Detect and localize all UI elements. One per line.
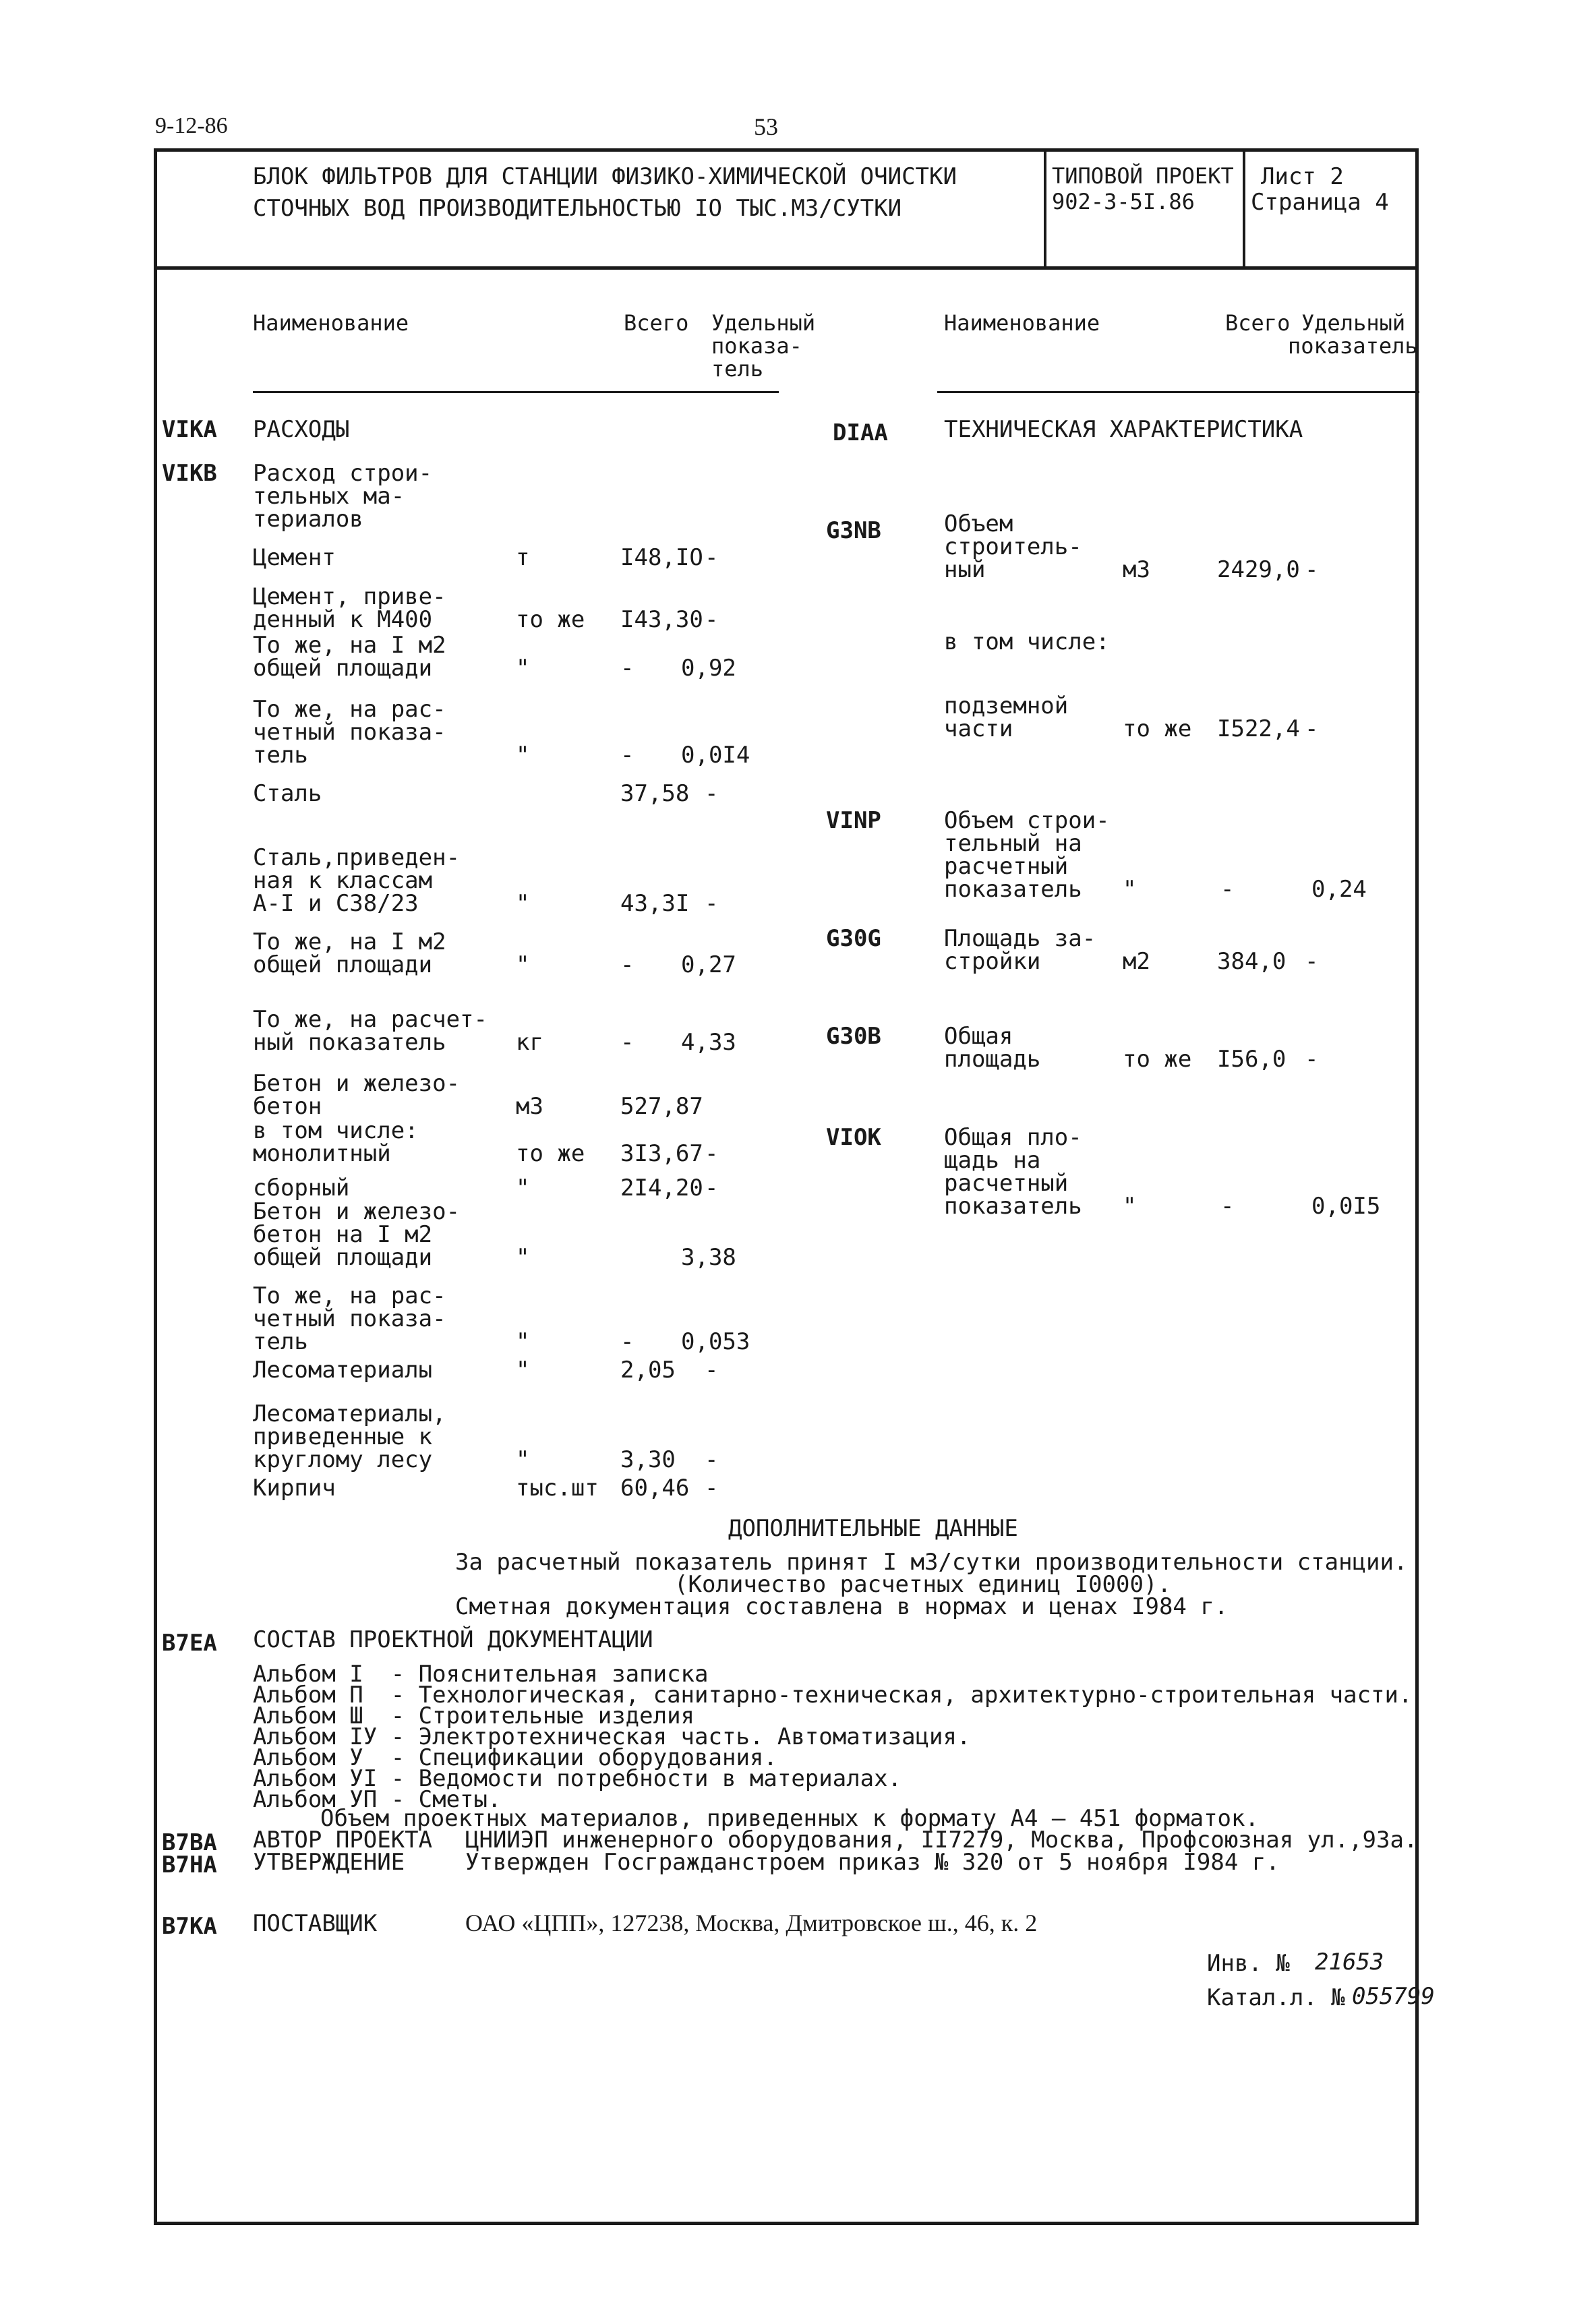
right-row-total: -: [1220, 876, 1235, 903]
right-header-underline: [937, 391, 1419, 393]
section-code-vikb: VIKB: [162, 460, 217, 487]
additional-heading: ДОПОЛНИТЕЛЬНЫЕ ДАННЫЕ: [728, 1515, 1018, 1542]
right-row-unit: то же: [1123, 715, 1192, 742]
catalog-number: 055799: [1352, 1983, 1435, 2010]
left-header-specific-3: тель: [711, 356, 764, 382]
additional-line-3: Сметная документация составлена в нормах и ценах I984 г.: [455, 1593, 1229, 1620]
approval-value: Утвержден Госгражданстроем приказ № 320 от 5 ноября I984 г.: [465, 1849, 1280, 1876]
left-row-name: То же, на I м2 общей площади: [253, 928, 446, 978]
right-row-name: Площадь за- стройки: [944, 925, 1096, 975]
left-row-specific: -: [705, 1475, 719, 1502]
right-row-unit: м2: [1123, 948, 1150, 975]
left-row-name: То же, на I м2 общей площади: [253, 632, 446, 682]
left-row-specific: -: [705, 1140, 719, 1167]
right-row-unit: ": [1123, 876, 1137, 903]
right-row-name: Объем строитель- ный: [944, 510, 1082, 583]
left-row-total: 527,87: [620, 1093, 703, 1120]
inventory-label: Инв. №: [1207, 1950, 1290, 1977]
author-label: АВТОР ПРОЕКТА: [253, 1827, 433, 1854]
right-row-total: 2429,0: [1217, 556, 1300, 583]
left-row-name: То же, на рас- четный показа- тель: [253, 1282, 446, 1355]
album-item: Альбом Ш - Строительные изделия: [253, 1702, 695, 1729]
section-code-vika: VIKA: [162, 416, 217, 443]
inventory-number: 21653: [1315, 1949, 1384, 1976]
left-row-name: Сталь,приведен- ная к классам А-I и С38/23: [253, 844, 461, 917]
section-code-b7ha: B7HA: [162, 1851, 217, 1878]
left-row-specific: 3,38: [681, 1244, 736, 1271]
album-item: Альбом УI - Ведомости потребности в материалах.: [253, 1765, 902, 1792]
right-row-name: Общая пло- щадь на расчетный показатель: [944, 1124, 1082, 1220]
right-row-specific: -: [1305, 715, 1319, 742]
left-row-specific: 4,33: [681, 1029, 736, 1056]
composition-heading: СОСТАВ ПРОЕКТНОЙ ДОКУМЕНТАЦИИ: [253, 1626, 653, 1653]
left-row-unit: м3: [516, 1093, 543, 1120]
approval-label: УТВЕРЖДЕНИЕ: [253, 1849, 405, 1876]
left-row-total: 2,05: [620, 1357, 676, 1384]
left-row-unit: кг: [516, 1029, 543, 1056]
left-row-total: -: [620, 655, 634, 682]
left-header-name: Наименование: [253, 310, 409, 336]
left-row-total: -: [620, 1328, 634, 1355]
left-row-unit: т: [516, 544, 530, 571]
left-row-specific: -: [705, 1446, 719, 1473]
left-row-specific: -: [705, 1357, 719, 1384]
additional-line-1: За расчетный показатель принят I м3/сутки производительности станции.: [455, 1549, 1408, 1576]
right-row-name: Общая площадь: [944, 1023, 1041, 1073]
left-row-unit: тыс.шт: [516, 1475, 599, 1502]
right-row-specific: -: [1305, 556, 1319, 583]
right-row-specific: -: [1305, 1046, 1319, 1073]
left-row-name: сборный: [253, 1175, 350, 1202]
materials-subheading: Расход строи- тельных ма- териалов: [253, 460, 433, 533]
right-row-total: I522,4: [1217, 715, 1300, 742]
right-row-specific: -: [1305, 948, 1319, 975]
right-header-specific-1: Удельный: [1301, 310, 1406, 336]
left-row-unit: то же: [516, 1140, 585, 1167]
left-row-total: -: [620, 1029, 634, 1056]
left-row-total: 3I3,67: [620, 1140, 703, 1167]
additional-line-2: (Количество расчетных единиц I0000).: [674, 1571, 1171, 1598]
left-row-name: Лесоматериалы: [253, 1357, 433, 1384]
project-number: 902-3-5I.86: [1052, 189, 1195, 214]
left-row-unit: ": [516, 1244, 530, 1271]
left-row-name: То же, на расчет- ный показатель: [253, 1006, 487, 1056]
left-row-specific: 0,92: [681, 655, 736, 682]
album-item: Альбом IУ - Электротехническая часть. Автоматизация.: [253, 1723, 971, 1750]
left-row-specific: -: [705, 780, 719, 807]
left-row-specific: -: [705, 890, 719, 917]
title-line-2: СТОЧНЫХ ВОД ПРОИЗВОДИТЕЛЬНОСТЬЮ IO ТЫС.М3/СУТКИ: [253, 195, 902, 222]
left-header-underline: [253, 391, 779, 393]
page-number: 53: [754, 113, 778, 140]
left-row-specific: -: [705, 544, 719, 571]
left-row-specific: 0,053: [681, 1328, 750, 1355]
left-row-total: -: [620, 951, 634, 978]
left-row-specific: -: [705, 1175, 719, 1202]
catalog-label: Катал.л. №: [1207, 1984, 1345, 2011]
album-item: Альбом У - Спецификации оборудования.: [253, 1744, 777, 1771]
left-row-total: I48,IO: [620, 544, 703, 571]
left-row-name: в том числе: монолитный: [253, 1117, 419, 1167]
right-row-code: G3NB: [826, 517, 881, 544]
right-row-code: G30G: [826, 925, 881, 952]
left-row-specific: 0,27: [681, 951, 736, 978]
left-row-total: 60,46: [620, 1475, 690, 1502]
right-row-unit: м3: [1123, 556, 1150, 583]
section-code-b7ba: B7BA: [162, 1829, 217, 1856]
left-row-name: То же, на рас- четный показа- тель: [253, 696, 446, 769]
sheet-number: Лист 2: [1261, 163, 1344, 190]
album-item: Альбом I - Пояснительная записка: [253, 1661, 709, 1688]
left-row-total: 37,58: [620, 780, 690, 807]
album-item: Альбом УП - Сметы.: [253, 1786, 502, 1813]
album-item: Альбом П - Технологическая, санитарно-техническая, архитектурно-строительная части.: [253, 1682, 1413, 1709]
left-row-total: -: [620, 742, 634, 769]
left-row-unit: ": [516, 1446, 530, 1473]
section-code-diaa: DIAA: [833, 419, 888, 446]
supplier-label: ПОСТАВЩИК: [253, 1910, 378, 1937]
author-value: ЦНИИЭП инженерного оборудования, II7279, Москва, Профсоюзная ул.,93а.: [465, 1827, 1418, 1854]
section-code-b7ka: B7KA: [162, 1913, 217, 1940]
tech-characteristics-heading: ТЕХНИЧЕСКАЯ ХАРАКТЕРИСТИКА: [944, 416, 1303, 443]
title-block-divider: [154, 266, 1419, 270]
left-row-unit: ": [516, 951, 530, 978]
right-row-name: Объем строи- тельный на расчетный показатель: [944, 807, 1110, 903]
volume-line: Объем проектных материалов, приведенных к формату А4 — 451 форматок.: [320, 1805, 1259, 1832]
section-code-b7ea: B7EA: [162, 1630, 217, 1657]
right-row-total: -: [1220, 1193, 1235, 1220]
right-row-name: подземной части: [944, 692, 1069, 742]
right-row-name: в том числе:: [944, 628, 1110, 655]
right-row-unit: ": [1123, 1193, 1137, 1220]
supplier-value: ОАО «ЦПП», 127238, Москва, Дмитровское ш., 46, к. 2: [465, 1909, 1038, 1936]
left-row-name: Цемент: [253, 544, 336, 571]
right-row-specific: 0,0I5: [1311, 1193, 1381, 1220]
left-row-unit: ": [516, 742, 530, 769]
left-row-name: Цемент, приве- денный к М400: [253, 583, 446, 633]
title-block-vline-2: [1243, 148, 1245, 268]
left-row-total: I43,30: [620, 606, 703, 633]
title-line-1: БЛОК ФИЛЬТРОВ ДЛЯ СТАНЦИИ ФИЗИКО-ХИМИЧЕСКОЙ ОЧИСТКИ: [253, 163, 957, 190]
right-row-total: 384,0: [1217, 948, 1287, 975]
left-row-total: 3,30: [620, 1446, 676, 1473]
right-row-specific: 0,24: [1311, 876, 1367, 903]
left-row-name: Кирпич: [253, 1475, 336, 1502]
left-row-name: Лесоматериалы, приведенные к круглому лесу: [253, 1400, 446, 1473]
right-row-unit: то же: [1123, 1046, 1192, 1073]
right-header-name: Наименование: [944, 310, 1100, 336]
left-row-specific: -: [705, 606, 719, 633]
date-stamp: 9-12-86: [155, 113, 228, 138]
left-row-total: 2I4,20: [620, 1175, 703, 1202]
project-label: ТИПОВОЙ ПРОЕКТ: [1052, 163, 1234, 189]
left-row-unit: ": [516, 655, 530, 682]
right-header-specific-2: показатель: [1288, 333, 1418, 359]
right-row-code: G30B: [826, 1023, 881, 1050]
expenses-heading: РАСХОДЫ: [253, 416, 350, 443]
left-row-name: Бетон и железо- бетон: [253, 1070, 461, 1120]
left-header-specific-1: Удельный: [711, 310, 816, 336]
title-block-vline-1: [1044, 148, 1046, 268]
left-header-total: Всего: [624, 310, 689, 336]
left-row-unit: ": [516, 890, 530, 917]
left-row-name: Бетон и железо- бетон на I м2 общей площади: [253, 1198, 461, 1271]
right-header-total: Всего: [1225, 310, 1291, 336]
right-row-code: VINP: [826, 807, 881, 834]
left-row-unit: ": [516, 1175, 530, 1202]
page-in-sheet: Страница 4: [1251, 189, 1389, 216]
left-row-specific: 0,0I4: [681, 742, 750, 769]
right-row-code: VIOK: [826, 1124, 881, 1151]
left-row-unit: ": [516, 1357, 530, 1384]
left-row-name: Сталь: [253, 780, 322, 807]
left-row-total: 43,3I: [620, 890, 690, 917]
left-row-unit: то же: [516, 606, 585, 633]
right-row-total: I56,0: [1217, 1046, 1287, 1073]
left-row-unit: ": [516, 1328, 530, 1355]
left-header-specific-2: показа-: [711, 333, 802, 359]
